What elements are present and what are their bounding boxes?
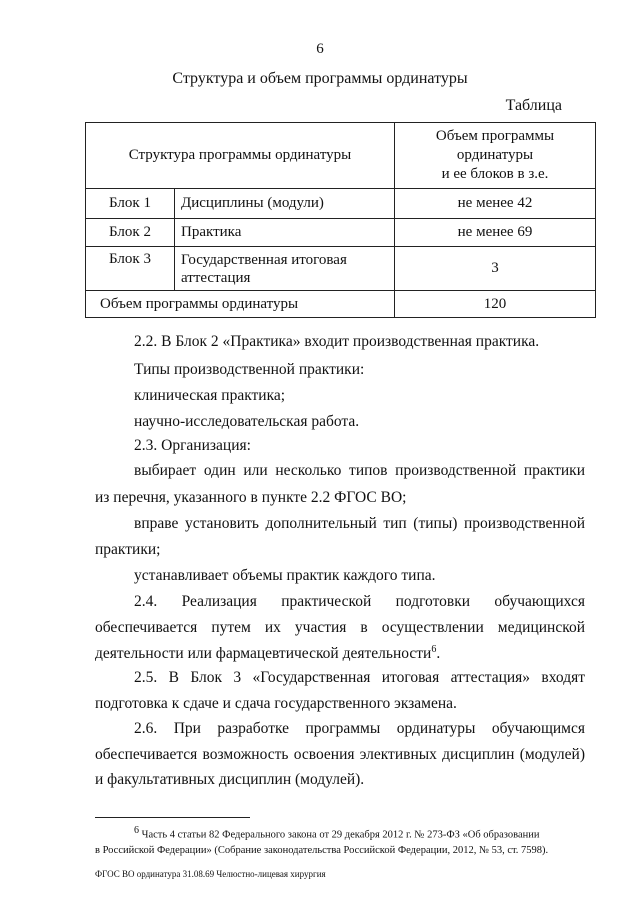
block-name	[175, 247, 395, 291]
table-row	[86, 219, 596, 247]
header-structure: Структура программы ординатуры	[86, 123, 395, 189]
header-volume	[395, 123, 596, 189]
paragraph-line: обеспечивается возможность освоения элективных дисциплин (модулей)	[95, 746, 585, 763]
paragraph-line: выбирает один или несколько типов производственной практики	[134, 462, 585, 479]
block-label: Блок 1	[86, 189, 175, 219]
paragraph-line: обеспечивается путем их участия в осуществлении медицинской	[95, 619, 585, 636]
block-name-line: аттестация	[181, 269, 251, 286]
header-volume-line: и ее блоков в з.е.	[441, 166, 549, 182]
block-label: Блок 3	[86, 247, 175, 291]
page-title: Структура и объем программы ординатуры	[172, 70, 468, 87]
paragraph: устанавливает объемы практик каждого типа.	[134, 567, 436, 584]
block-volume: 3	[395, 247, 596, 291]
program-structure-table	[85, 122, 596, 318]
footnote-line: в Российской Федерации» (Собрание законодательства Российской Федерации, 2012, № 53, ст. 7598).	[95, 844, 549, 856]
paragraph: 2.2. В Блок 2 «Практика» входит производственная практика.	[134, 333, 540, 350]
table-header-row	[86, 123, 596, 189]
block-label: Блок 2	[86, 219, 175, 247]
total-label: Объем программы ординатуры	[86, 291, 395, 318]
block-name-line: Государственная итоговая	[181, 251, 347, 268]
paragraph: клиническая практика;	[134, 387, 286, 404]
table-total-row	[86, 291, 596, 318]
block-volume: не менее 42	[395, 189, 596, 219]
paragraph-line: 2.4. Реализация практической подготовки обучающихся	[134, 593, 585, 610]
paragraph-line: из перечня, указанного в пункте 2.2 ФГОС ВО;	[95, 489, 407, 506]
table-row	[86, 247, 596, 291]
footnote-mark: 6	[134, 825, 139, 836]
paragraph-line: 2.5. В Блок 3 «Государственная итоговая аттестация» входят	[134, 669, 585, 686]
paragraph-line: практики;	[95, 541, 161, 558]
footnote-text: Часть 4 статьи 82 Федерального закона от 29 декабря 2012 г. № 273-ФЗ «Об образовании	[141, 829, 540, 841]
footnote-ref: 6	[431, 644, 437, 655]
paragraph-line: 2.6. При разработке программы ординатуры обучающимся	[134, 720, 585, 737]
table-row	[86, 189, 596, 219]
block-name: Дисциплины (модули)	[175, 189, 395, 219]
page-footer: ФГОС ВО ординатура 31.08.69 Челюстно-лицевая хирургия	[95, 869, 326, 879]
paragraph-line: вправе установить дополнительный тип (типы) производственной	[134, 515, 585, 532]
table-label: Таблица	[505, 97, 562, 114]
paragraph-line: и факультативных дисциплин (модулей).	[95, 771, 365, 788]
block-name: Практика	[175, 219, 395, 247]
paragraph-line: деятельности или фармацевтической деятельности$^6$.	[95, 644, 441, 663]
paragraph: научно-исследовательская работа.	[134, 413, 360, 430]
page-number: 6	[316, 41, 324, 57]
header-volume-line: ординатуры	[456, 147, 534, 163]
footnote	[95, 823, 585, 858]
paragraph-text: деятельности или фармацевтической деятельности	[95, 645, 432, 663]
paragraph: 2.3. Организация:	[134, 437, 251, 454]
paragraph-line: подготовка к сдаче и сдача государственного экзамена.	[95, 695, 457, 712]
footnote-divider	[95, 817, 250, 818]
paragraph: Типы производственной практики:	[134, 361, 365, 378]
header-volume-line: Объем программы	[435, 128, 555, 144]
block-volume: не менее 69	[395, 219, 596, 247]
total-value: 120	[395, 291, 596, 318]
footnote-line	[95, 823, 585, 843]
